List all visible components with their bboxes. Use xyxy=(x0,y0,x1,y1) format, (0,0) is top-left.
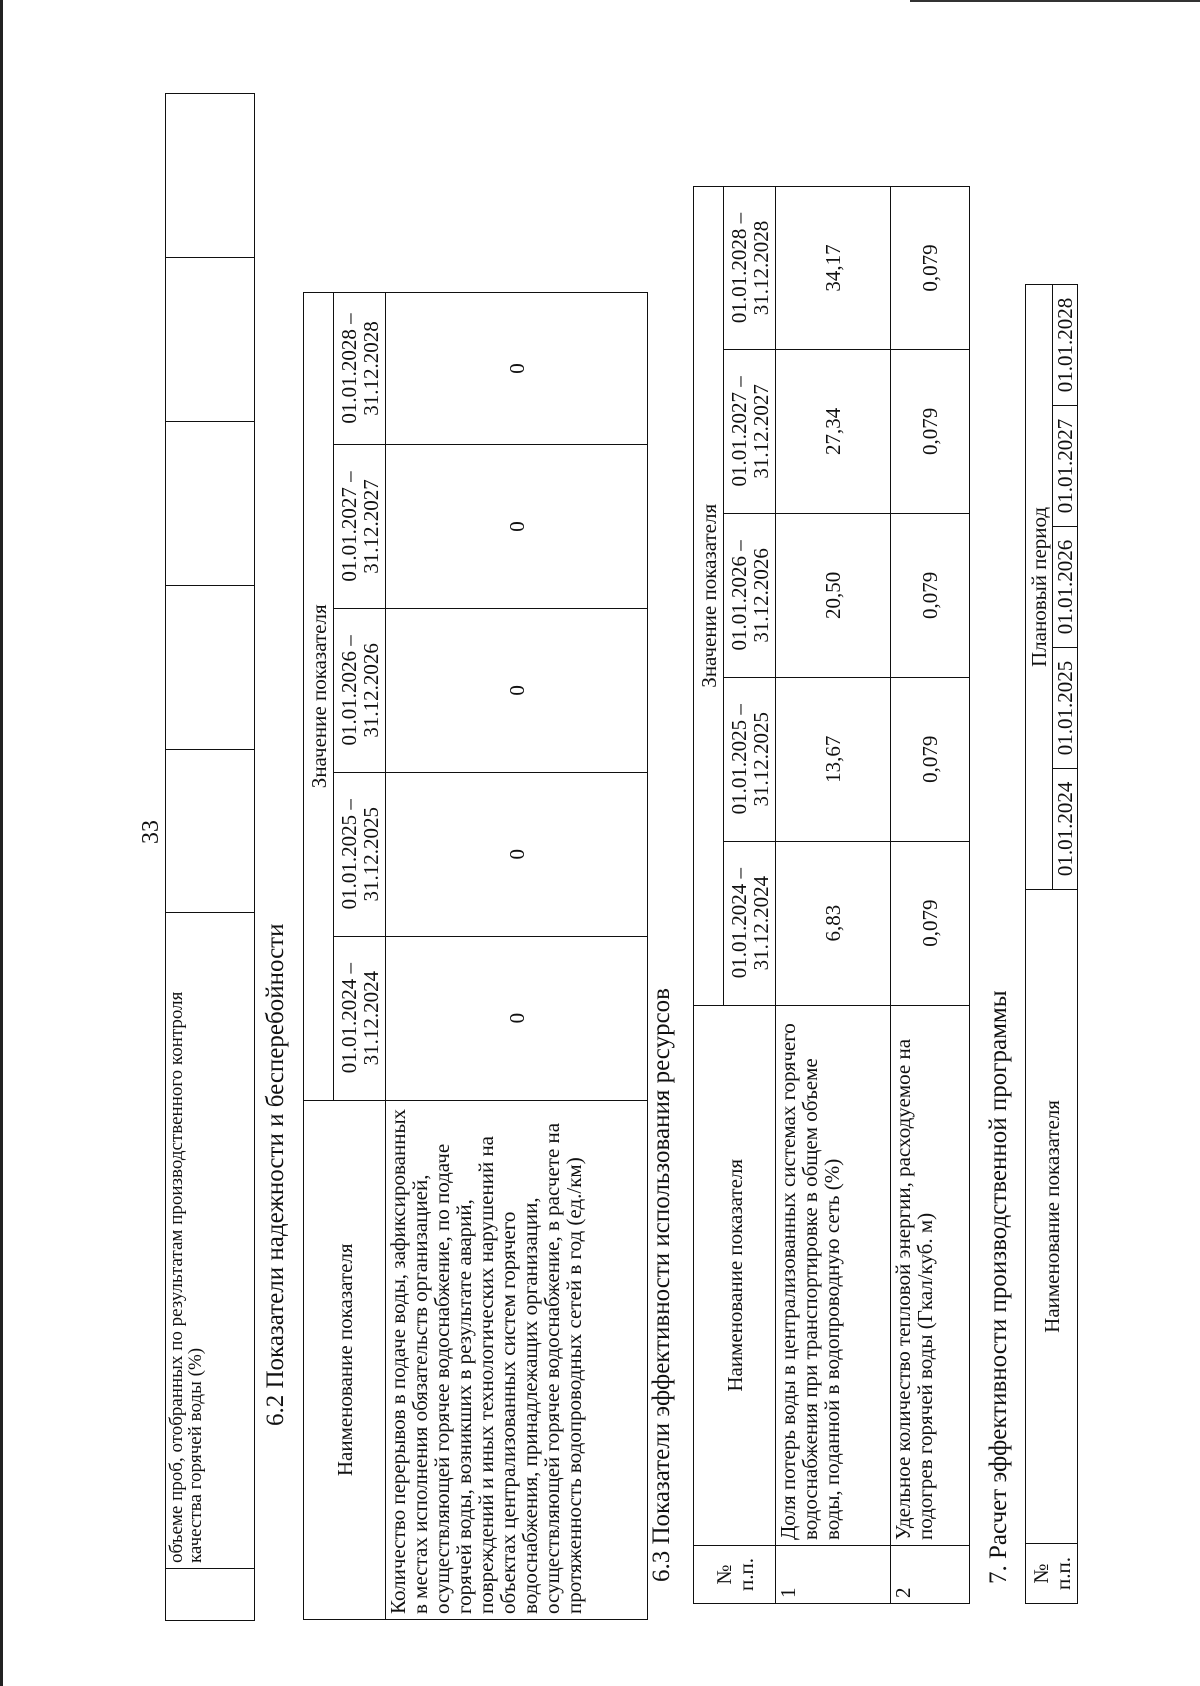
period-header: 01.01.2026 – 31.12.2026 xyxy=(334,608,386,772)
header-row xyxy=(694,187,724,1604)
date-header: 01.01.2024 xyxy=(1053,768,1078,889)
value-cell: 20,50 xyxy=(776,513,891,677)
efficiency-table xyxy=(1025,284,1078,1604)
period-header: 01.01.2026 – 31.12.2026 xyxy=(724,513,776,677)
table-row xyxy=(166,94,255,1621)
header-period: Плановый период xyxy=(1026,285,1053,890)
header-name: Наименование показателя xyxy=(694,1005,776,1545)
header-values: Значение показателя xyxy=(694,187,724,1006)
period-header: 01.01.2025 – 31.12.2025 xyxy=(334,772,386,936)
empty-cell xyxy=(166,1569,255,1621)
empty-cell xyxy=(166,585,255,749)
header-num: № п.п. xyxy=(1026,1544,1078,1604)
header-name: Наименование показателя xyxy=(304,1100,386,1619)
value-cell: 6,83 xyxy=(776,841,891,1005)
date-header: 01.01.2028 xyxy=(1053,285,1078,406)
value-cell: 0,079 xyxy=(891,349,970,513)
reliability-table xyxy=(303,292,648,1620)
value-cell: 13,67 xyxy=(776,677,891,841)
header-num: № п.п. xyxy=(694,1546,776,1604)
header-name: Наименование показателя xyxy=(1026,889,1078,1543)
value-cell: 0 xyxy=(386,293,648,445)
table-row xyxy=(386,293,648,1620)
header-values: Значение показателя xyxy=(304,293,334,1101)
date-header: 01.01.2027 xyxy=(1053,406,1078,527)
value-cell: 0 xyxy=(386,772,648,936)
value-cell: 0,079 xyxy=(891,187,970,350)
value-cell: 0,079 xyxy=(891,513,970,677)
value-cell: 0 xyxy=(386,445,648,609)
row-name: Удельное количество тепловой энергии, расходуемое на подогрев горячей воды (Гкал/куб. м) xyxy=(891,1005,970,1545)
period-header: 01.01.2027 – 31.12.2027 xyxy=(724,349,776,513)
empty-cell xyxy=(166,94,255,258)
value-cell: 0 xyxy=(386,608,648,772)
date-header: 01.01.2025 xyxy=(1053,647,1078,768)
table-row xyxy=(891,187,970,1604)
value-cell: 0,079 xyxy=(891,677,970,841)
empty-cell xyxy=(166,257,255,421)
resources-table xyxy=(693,186,970,1604)
value-cell: 27,34 xyxy=(776,349,891,513)
section-6-2-heading: 6.2 Показатели надежности и бесперебойности xyxy=(262,923,289,1426)
row-name: Количество перерывов в подаче воды, зафиксированных в местах исполнения обязательств организацией, осуществляющей горячее водоснабжение, по подаче горячей воды, возникших в результате аварий, повреждений и иных технологических нарушений на объектах централизованных систем горячего водоснабжения, принадлежащих организации, осуществляющей горячее водоснабжение, в расчете на протяженность водопроводных сетей в год (ед./км) xyxy=(386,1100,648,1619)
continued-table xyxy=(165,93,255,1621)
table-row xyxy=(776,187,891,1604)
period-header: 01.01.2028 – 31.12.2028 xyxy=(724,187,776,350)
period-header: 01.01.2027 – 31.12.2027 xyxy=(334,445,386,609)
period-header: 01.01.2025 – 31.12.2025 xyxy=(724,677,776,841)
header-row xyxy=(304,293,334,1620)
section-7-heading: 7. Расчет эффективности производственной программы xyxy=(985,990,1012,1584)
row-num: 1 xyxy=(776,1546,891,1604)
row-name: объеме проб, отобранных по результатам производственного контроля качества горячей воды (%) xyxy=(166,913,255,1569)
row-num: 2 xyxy=(891,1546,970,1604)
empty-cell xyxy=(166,749,255,913)
value-cell: 34,17 xyxy=(776,187,891,350)
period-header: 01.01.2028 – 31.12.2028 xyxy=(334,293,386,445)
page-number: 33 xyxy=(138,820,164,844)
date-header: 01.01.2026 xyxy=(1053,526,1078,647)
period-header: 01.01.2024 – 31.12.2024 xyxy=(334,936,386,1100)
header-row xyxy=(1026,285,1053,1604)
period-header: 01.01.2024 – 31.12.2024 xyxy=(724,841,776,1005)
empty-cell xyxy=(166,421,255,585)
value-cell: 0 xyxy=(386,936,648,1100)
section-6-3-heading: 6.3 Показатели эффективности использования ресурсов xyxy=(648,988,675,1582)
row-name: Доля потерь воды в централизованных системах горячего водоснабжения при транспортировке в общем объеме воды, поданной в водопроводную сеть (%) xyxy=(776,1005,891,1545)
value-cell: 0,079 xyxy=(891,841,970,1005)
